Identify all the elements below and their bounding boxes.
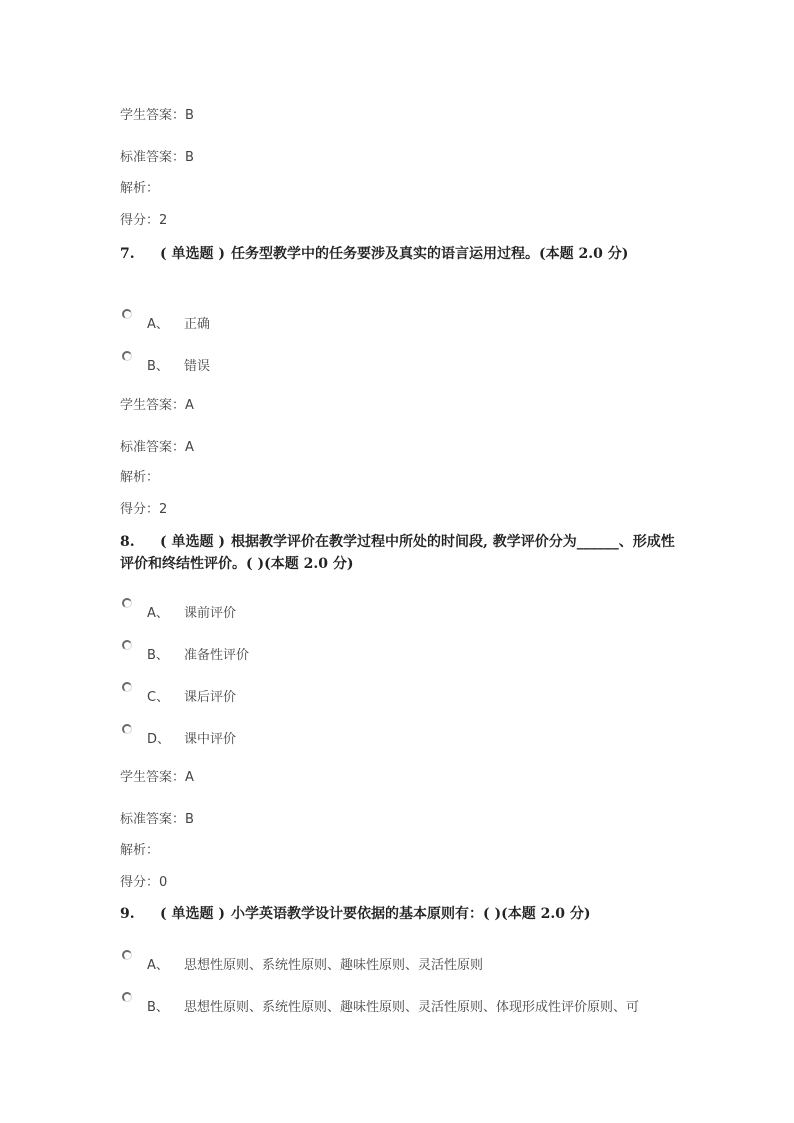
- q9-type: ( 单选题 ): [160, 906, 225, 922]
- q9-text: 小学英语教学设计要依据的基本原则有：( )(本题 2.0 分): [231, 906, 591, 922]
- option-text: 正确: [184, 317, 211, 332]
- q7-text: 任务型教学中的任务要涉及真实的语言运用过程。(本题 2.0 分): [231, 246, 629, 262]
- q8-student-answer: 学生答案：A: [120, 770, 194, 785]
- q7-number: 7.: [120, 246, 135, 262]
- radio-button-icon[interactable]: [122, 992, 132, 1002]
- q7-student-answer: 学生答案：A: [120, 398, 194, 413]
- radio-button-icon[interactable]: [122, 640, 132, 650]
- radio-button-icon[interactable]: [122, 309, 132, 319]
- option-text: 课后评价: [184, 690, 237, 705]
- q8-type: ( 单选题 ): [160, 534, 225, 550]
- radio-button-icon[interactable]: [122, 682, 132, 692]
- q7-title: [120, 243, 680, 265]
- q6-analysis: 解析：: [120, 181, 160, 196]
- option-letter: A、: [147, 317, 169, 332]
- q7-standard-answer: 标准答案：A: [120, 440, 194, 455]
- q9-title: [120, 903, 680, 925]
- q8-score: 得分：0: [120, 875, 168, 890]
- q8-title: [120, 531, 680, 575]
- q8-number: 8.: [120, 534, 135, 550]
- q7-type: ( 单选题 ): [160, 246, 225, 262]
- q6-score: 得分：2: [120, 213, 168, 228]
- q7-analysis: 解析：: [120, 470, 160, 485]
- radio-button-icon[interactable]: [122, 598, 132, 608]
- option-letter: B、: [147, 648, 169, 663]
- q8-analysis: 解析：: [120, 843, 160, 858]
- q7-score: 得分：2: [120, 502, 168, 517]
- radio-button-icon[interactable]: [122, 724, 132, 734]
- q8-text: 根据教学评价在教学过程中所处的时间段, 教学评价分为______、形成性评价和终结性评价。( )(本题 2.0 分): [120, 534, 675, 572]
- radio-button-icon[interactable]: [122, 351, 132, 361]
- option-text: 准备性评价: [184, 648, 250, 663]
- option-letter: B、: [147, 359, 169, 374]
- q6-standard-answer: 标准答案：B: [120, 150, 194, 165]
- q6-student-answer: 学生答案：B: [120, 108, 194, 123]
- option-text: 课中评价: [184, 732, 237, 747]
- option-text: 思想性原则、系统性原则、趣味性原则、灵活性原则: [184, 958, 484, 973]
- option-text: 错误: [184, 359, 211, 374]
- q9-number: 9.: [120, 906, 135, 922]
- option-letter: A、: [147, 606, 169, 621]
- option-letter: D、: [147, 732, 171, 747]
- option-letter: A、: [147, 958, 169, 973]
- option-text: 思想性原则、系统性原则、趣味性原则、灵活性原则、体现形成性评价原则、可: [184, 1000, 640, 1015]
- option-letter: C、: [147, 690, 170, 705]
- q8-standard-answer: 标准答案：B: [120, 812, 194, 827]
- option-letter: B、: [147, 1000, 169, 1015]
- radio-button-icon[interactable]: [122, 950, 132, 960]
- option-text: 课前评价: [184, 606, 237, 621]
